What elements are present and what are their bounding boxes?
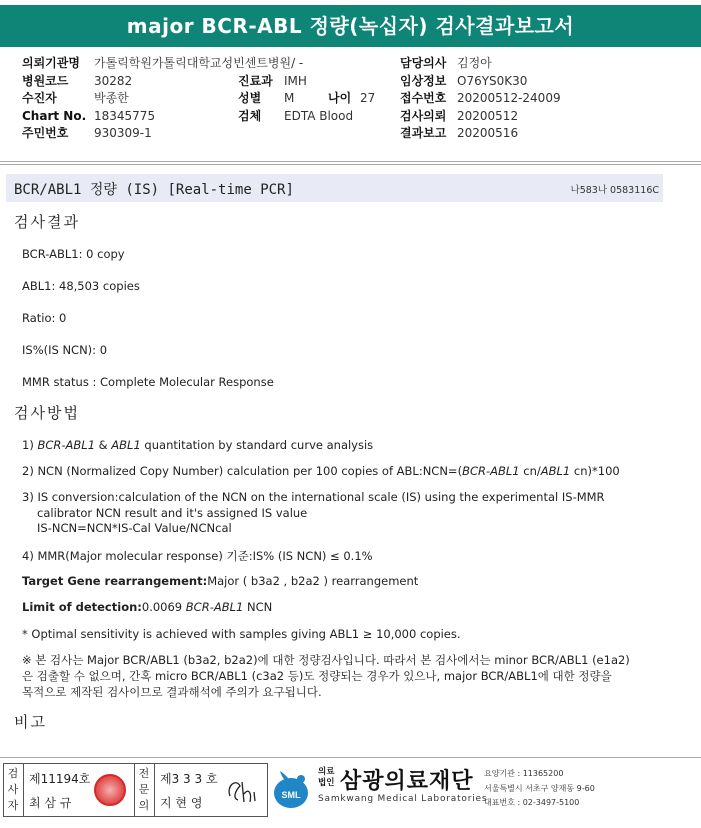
method-heading: 검사방법 <box>14 404 80 422</box>
tester-name: 최 삼 규 <box>29 796 72 810</box>
specialist-name: 지 현 영 <box>160 796 203 810</box>
specimen-value: EDTA Blood <box>284 108 354 123</box>
method-item-3: 3) IS conversion:calculation of the NCN on the international scale (IS) using the experimental IS-MMR <box>22 490 605 504</box>
footer-divider <box>0 757 701 758</box>
results-heading: 검사결과 <box>14 213 80 231</box>
report-date-label: 결과보고 <box>400 126 447 140</box>
resident-value: 930309-1 <box>94 126 152 140</box>
specialist-label: 전문의 <box>138 767 150 812</box>
age-value: 27 <box>360 91 376 105</box>
logo-text: SML <box>281 790 301 800</box>
limit-of-detection: Limit of detection:0.0069 BCR-ABL1 NCN <box>22 600 273 614</box>
report-date-value: 20200516 <box>457 126 519 140</box>
clinical-label: 임상정보 <box>400 73 447 88</box>
test-name: BCR/ABL1 정량 (IS) [Real-time PCR] <box>14 182 294 198</box>
sex-value: M <box>284 91 295 105</box>
target-gene: Target Gene rearrangement:Major ( b3a2 , b2a2 ) rearrangement <box>22 574 419 588</box>
org-address: 서울특별시 서초구 양재동 9-60 <box>484 784 595 793</box>
method-item-1: 1) BCR-ABL1 & ABL1 quantitation by standard curve analysis <box>22 438 374 452</box>
chart-label: Chart No. <box>22 108 87 123</box>
sml-logo-icon <box>270 767 312 809</box>
clinical-value: O76YS0K30 <box>457 73 528 88</box>
receipt-label: 접수번호 <box>400 91 447 105</box>
caution-note-cont: 은 검출할 수 없으며, 간혹 micro BCR/ABL1 (c3a2 등)도 정량되는 경우가 있으나, major BCR/ABL1에 대한 정량을 <box>22 669 612 683</box>
signature-box <box>3 763 268 817</box>
org-prefix: 의료 법인 <box>318 767 335 788</box>
resident-label: 주민번호 <box>22 126 69 140</box>
method-item-4: 4) MMR(Major molecular response) 기준:IS% (IS NCN) ≤ 0.1% <box>22 549 373 563</box>
doctor-label: 담당의사 <box>400 56 447 70</box>
tester-label: 검사자 <box>7 767 19 812</box>
signature-icon <box>224 772 264 808</box>
result-line: BCR-ABL1: 0 copy <box>22 247 125 261</box>
result-line: MMR status : Complete Molecular Response <box>22 375 274 389</box>
chart-value: 18345775 <box>94 108 156 123</box>
collector-value: 박종한 <box>94 91 129 105</box>
org-phone: 대표번호 : 02-3497-5100 <box>484 798 580 807</box>
remarks-heading: 비고 <box>14 713 47 731</box>
test-section-bar <box>6 174 663 202</box>
optimal-note: * Optimal sensitivity is achieved with samples giving ABL1 ≥ 10,000 copies. <box>22 627 461 641</box>
hospital-value: 가톨릭학원가톨릭대학교성빈센트병원/ - <box>94 56 304 70</box>
method-item-3-cont: calibrator NCN result and it's assigned IS value <box>37 506 308 520</box>
dept-value: IMH <box>284 73 307 88</box>
specimen-label: 검체 <box>238 108 262 123</box>
collector-label: 수진자 <box>22 91 57 105</box>
report-title: major BCR-ABL 정량(녹십자) 검사결과보고서 <box>0 5 701 47</box>
code-value: 30282 <box>94 73 133 88</box>
caution-note: ※ 본 검사는 Major BCR/ABL1 (b3a2, b2a2)에 대한 정량검사입니다. 따라서 본 검사에서는 minor BCR/ABL1 (e1a2) <box>22 653 630 667</box>
request-label: 검사의뢰 <box>400 108 447 123</box>
header-divider-2 <box>0 164 701 165</box>
caution-note-cont: 목적으로 제작된 검사이므로 결과해석에 주의가 요구됩니다. <box>22 685 322 699</box>
institution-code: 요양기관 : 11365200 <box>484 769 564 778</box>
vertical-divider <box>23 764 24 816</box>
result-line: Ratio: 0 <box>22 311 67 325</box>
result-line: IS%(IS NCN): 0 <box>22 343 108 357</box>
hospital-label: 의뢰기관명 <box>22 56 80 70</box>
test-code: 나583나 0583116C <box>570 185 659 196</box>
age-label: 나이 <box>328 91 352 105</box>
sex-label: 성별 <box>238 91 262 105</box>
header-divider <box>0 161 701 162</box>
specialist-license-no: 제3 3 3 호 <box>160 772 218 786</box>
org-name: 삼광의료재단 <box>340 769 474 794</box>
method-item-2: 2) NCN (Normalized Copy Number) calculation per 100 copies of ABL:NCN=(BCR-ABL1 cn/ABL1 cn)*100 <box>22 464 620 478</box>
result-line: ABL1: 48,503 copies <box>22 279 140 293</box>
seal-stamp-icon <box>94 774 126 806</box>
org-name-en: Samkwang Medical Laboratories <box>318 794 488 804</box>
patient-info <box>22 55 701 143</box>
dept-label: 진료과 <box>238 73 273 88</box>
tester-license-no: 제11194호 <box>29 772 91 786</box>
vertical-divider <box>134 764 135 816</box>
code-label: 병원코드 <box>22 73 69 88</box>
request-value: 20200512 <box>457 108 519 123</box>
method-item-3-formula: IS-NCN=NCN*IS-Cal Value/NCNcal <box>37 521 232 535</box>
vertical-divider <box>154 764 155 816</box>
receipt-value: 20200512-24009 <box>457 91 561 105</box>
doctor-value: 김정아 <box>457 56 492 70</box>
